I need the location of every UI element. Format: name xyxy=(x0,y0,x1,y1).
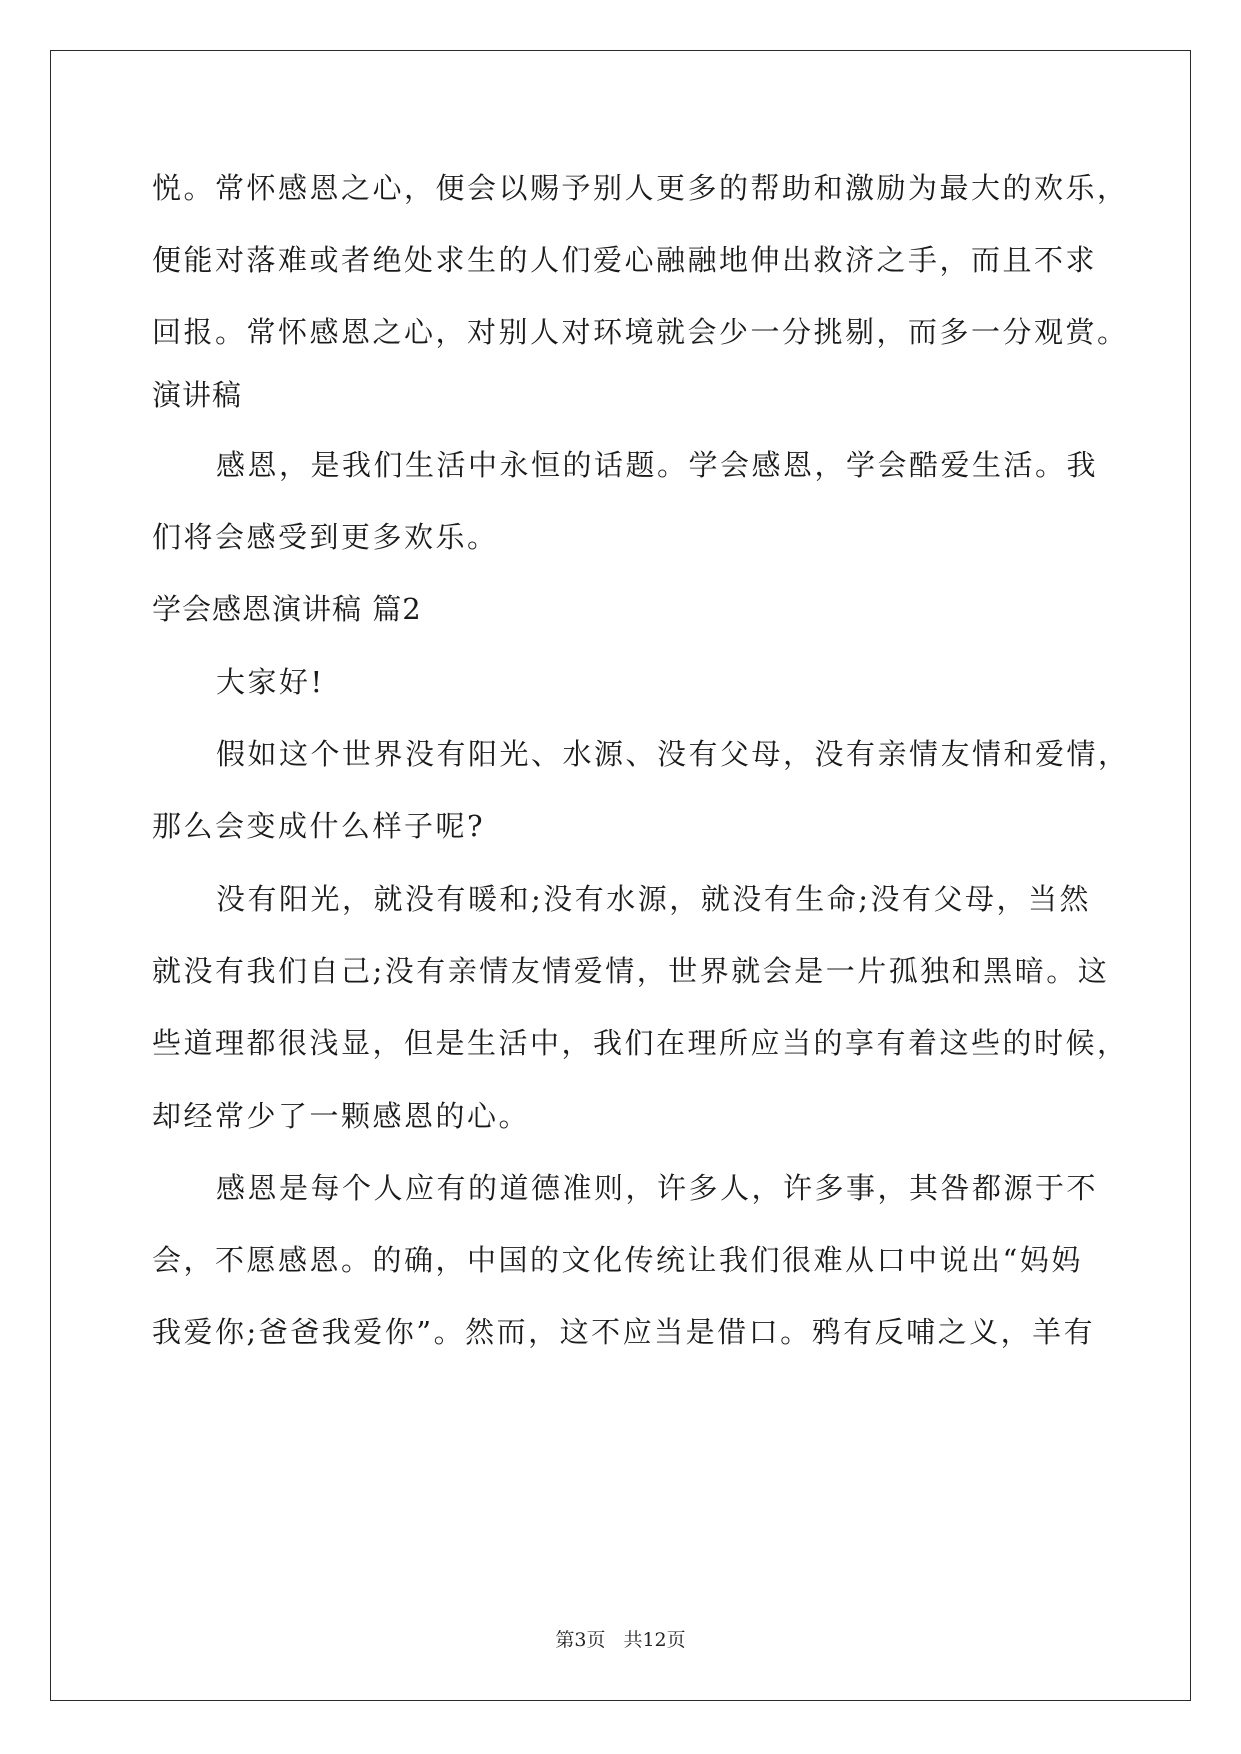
greeting-line: 大家好! xyxy=(216,665,325,699)
paragraph-line: 些道理都很浅显，但是生活中，我们在理所应当的享有着这些的时候， xyxy=(152,1026,1129,1060)
paragraph-line: 假如这个世界没有阳光、水源、没有父母，没有亲情友情和爱情， xyxy=(216,737,1130,771)
paragraph-line: 没有阳光，就没有暖和;没有水源，就没有生命;没有父母，当然 xyxy=(216,882,1092,916)
paragraph-line: 却经常少了一颗感恩的心。 xyxy=(152,1099,531,1133)
paragraph-line: 我爱你;爸爸我爱你”。然而，这不应当是借口。鸦有反哺之义，羊有 xyxy=(152,1315,1096,1349)
paragraph-line: 便能对落难或者绝处求生的人们爱心融融地伸出救济之手，而且不求 xyxy=(152,243,1098,277)
section-heading: 学会感恩演讲稿 篇2 xyxy=(152,592,422,626)
page-border xyxy=(50,50,1191,1701)
paragraph-line: 会，不愿感恩。的确，中国的文化传统让我们很难从口中说出“妈妈 xyxy=(152,1243,1083,1277)
page-number: 第3页 xyxy=(555,1629,606,1651)
section-label: 演讲稿 xyxy=(152,378,243,412)
paragraph-line: 悦。常怀感恩之心，便会以赐予别人更多的帮助和激励为最大的欢乐， xyxy=(152,171,1129,205)
page-total: 共12页 xyxy=(623,1629,686,1651)
paragraph-line: 感恩，是我们生活中永恒的话题。学会感恩，学会酷爱生活。我 xyxy=(216,448,1099,482)
page-footer xyxy=(0,1628,1241,1652)
paragraph-line: 回报。常怀感恩之心，对别人对环境就会少一分挑剔，而多一分观赏。 xyxy=(152,315,1129,349)
paragraph-line: 那么会变成什么样子呢? xyxy=(152,809,486,843)
paragraph-line: 们将会感受到更多欢乐。 xyxy=(152,520,499,554)
paragraph-line: 就没有我们自己;没有亲情友情爱情，世界就会是一片孤独和黑暗。这 xyxy=(152,954,1110,988)
paragraph-line: 感恩是每个人应有的道德准则，许多人，许多事，其咎都源于不 xyxy=(216,1171,1099,1205)
